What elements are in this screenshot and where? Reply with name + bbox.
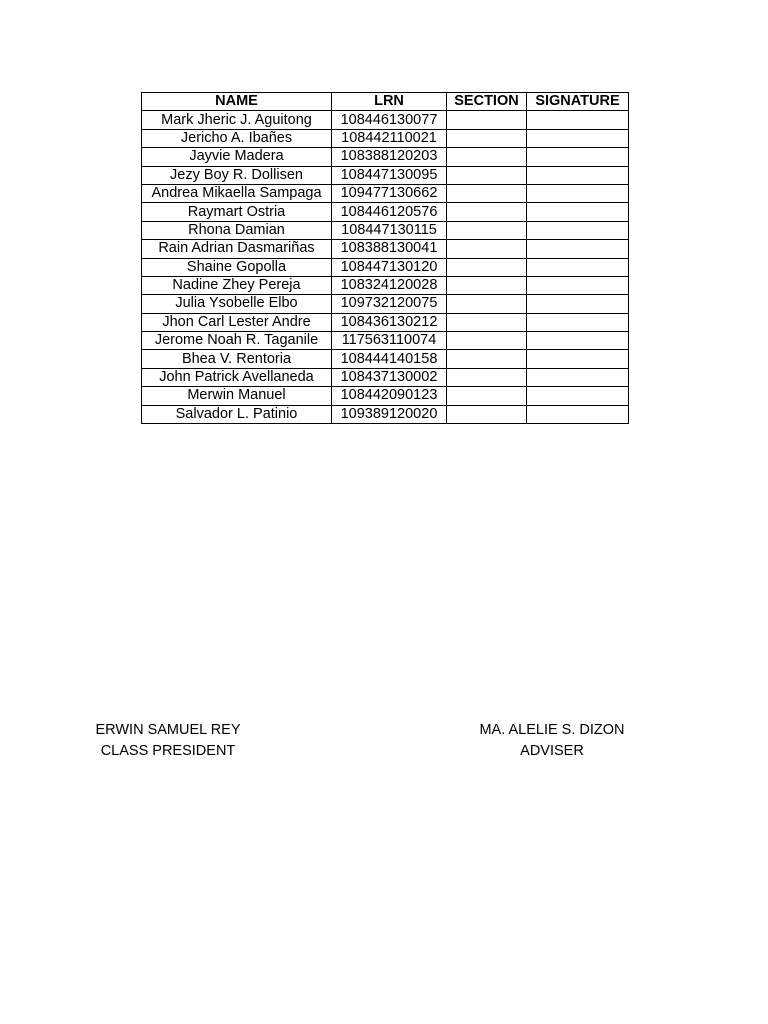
- header-section: SECTION: [447, 93, 527, 111]
- cell-signature: [527, 148, 629, 166]
- cell-name: Jezy Boy R. Dollisen: [142, 166, 332, 184]
- cell-lrn: 108388130041: [332, 240, 447, 258]
- cell-section: [447, 166, 527, 184]
- student-roster-table: [141, 92, 629, 424]
- cell-lrn: 108446120576: [332, 203, 447, 221]
- cell-name: Merwin Manuel: [142, 387, 332, 405]
- cell-section: [447, 129, 527, 147]
- cell-signature: [527, 129, 629, 147]
- cell-name: Jerome Noah R. Taganile: [142, 332, 332, 350]
- cell-name: John Patrick Avellaneda: [142, 368, 332, 386]
- table-row: [142, 129, 629, 147]
- table-row: [142, 350, 629, 368]
- cell-lrn: 108447130095: [332, 166, 447, 184]
- cell-signature: [527, 111, 629, 129]
- table-row: [142, 405, 629, 423]
- cell-name: Andrea Mikaella Sampaga: [142, 184, 332, 202]
- cell-lrn: 108447130115: [332, 221, 447, 239]
- table-body: [142, 111, 629, 424]
- cell-lrn: 108324120028: [332, 276, 447, 294]
- cell-signature: [527, 221, 629, 239]
- cell-signature: [527, 350, 629, 368]
- cell-signature: [527, 387, 629, 405]
- cell-name: Jericho A. Ibañes: [142, 129, 332, 147]
- table-header: [142, 93, 629, 111]
- table-row: [142, 258, 629, 276]
- cell-section: [447, 111, 527, 129]
- cell-section: [447, 368, 527, 386]
- cell-lrn: 108442090123: [332, 387, 447, 405]
- table-row: [142, 276, 629, 294]
- cell-section: [447, 221, 527, 239]
- cell-lrn: 117563110074: [332, 332, 447, 350]
- cell-signature: [527, 276, 629, 294]
- cell-lrn: 108436130212: [332, 313, 447, 331]
- cell-lrn: 108442110021: [332, 129, 447, 147]
- cell-section: [447, 387, 527, 405]
- cell-section: [447, 258, 527, 276]
- cell-signature: [527, 240, 629, 258]
- cell-signature: [527, 166, 629, 184]
- cell-name: Raymart Ostria: [142, 203, 332, 221]
- table-row: [142, 203, 629, 221]
- cell-lrn: 109477130662: [332, 184, 447, 202]
- cell-lrn: 109732120075: [332, 295, 447, 313]
- cell-lrn: 108437130002: [332, 368, 447, 386]
- cell-name: Shaine Gopolla: [142, 258, 332, 276]
- adviser-signatory: [462, 720, 642, 762]
- president-name: ERWIN SAMUEL REY: [95, 722, 241, 738]
- cell-signature: [527, 332, 629, 350]
- cell-section: [447, 350, 527, 368]
- header-name: NAME: [142, 93, 332, 111]
- cell-signature: [527, 313, 629, 331]
- cell-name: Julia Ysobelle Elbo: [142, 295, 332, 313]
- cell-signature: [527, 405, 629, 423]
- table-row: [142, 111, 629, 129]
- table-row: [142, 166, 629, 184]
- cell-section: [447, 332, 527, 350]
- cell-name: Rhona Damian: [142, 221, 332, 239]
- cell-section: [447, 240, 527, 258]
- table-row: [142, 332, 629, 350]
- cell-name: Salvador L. Patinio: [142, 405, 332, 423]
- class-president-signatory: [82, 720, 254, 762]
- table-row: [142, 313, 629, 331]
- cell-lrn: 108447130120: [332, 258, 447, 276]
- president-title: CLASS PRESIDENT: [100, 743, 236, 759]
- cell-name: Jhon Carl Lester Andre: [142, 313, 332, 331]
- cell-name: Nadine Zhey Pereja: [142, 276, 332, 294]
- cell-signature: [527, 184, 629, 202]
- cell-lrn: 109389120020: [332, 405, 447, 423]
- cell-section: [447, 203, 527, 221]
- cell-signature: [527, 368, 629, 386]
- adviser-title: ADVISER: [520, 743, 584, 759]
- cell-section: [447, 295, 527, 313]
- cell-signature: [527, 203, 629, 221]
- cell-lrn: 108444140158: [332, 350, 447, 368]
- cell-name: Bhea V. Rentoria: [142, 350, 332, 368]
- cell-section: [447, 276, 527, 294]
- cell-section: [447, 184, 527, 202]
- header-row: [142, 93, 629, 111]
- table-row: [142, 368, 629, 386]
- cell-lrn: 108388120203: [332, 148, 447, 166]
- cell-lrn: 108446130077: [332, 111, 447, 129]
- cell-section: [447, 148, 527, 166]
- cell-section: [447, 405, 527, 423]
- adviser-name: MA. ALELIE S. DIZON: [479, 722, 625, 738]
- cell-name: Rain Adrian Dasmariñas: [142, 240, 332, 258]
- cell-signature: [527, 295, 629, 313]
- table-row: [142, 240, 629, 258]
- cell-name: Jayvie Madera: [142, 148, 332, 166]
- cell-name: Mark Jheric J. Aguitong: [142, 111, 332, 129]
- header-lrn: LRN: [332, 93, 447, 111]
- table-row: [142, 184, 629, 202]
- header-signature: SIGNATURE: [527, 93, 629, 111]
- cell-section: [447, 313, 527, 331]
- table-row: [142, 387, 629, 405]
- table-row: [142, 148, 629, 166]
- cell-signature: [527, 258, 629, 276]
- table-row: [142, 221, 629, 239]
- table-row: [142, 295, 629, 313]
